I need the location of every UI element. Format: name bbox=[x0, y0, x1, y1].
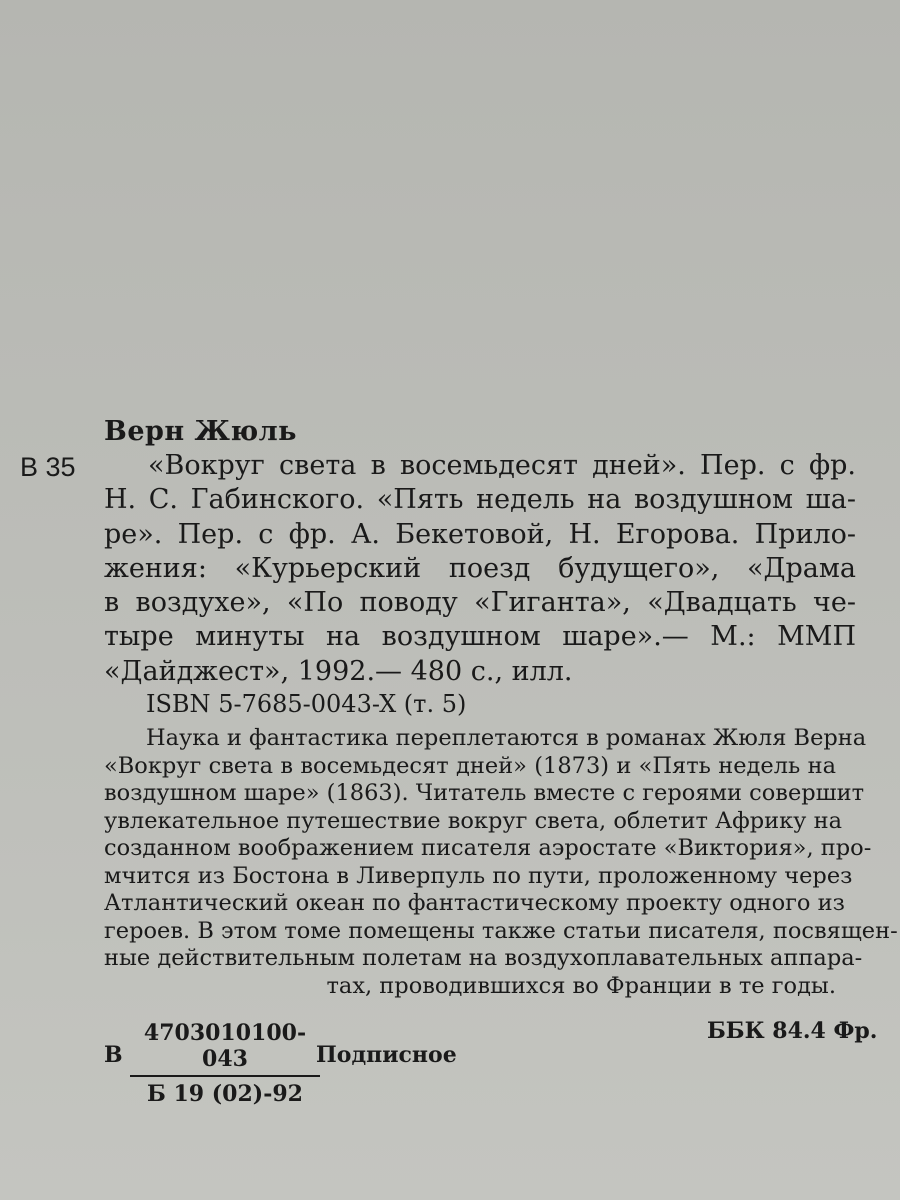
fraction-bar bbox=[130, 1075, 320, 1077]
bibliographic-entry bbox=[104, 449, 856, 689]
annotation-line: мчится из Бостона в Ливерпуль по пути, проложенному через bbox=[104, 862, 853, 889]
annotation-paragraph bbox=[104, 725, 898, 1000]
entry-line: Н. С. Габинского. «Пять недель на воздушном ша- bbox=[104, 484, 856, 516]
formula-fraction bbox=[130, 1020, 320, 1107]
entry-line: «Дайджест», 1992.— 480 с., илл. bbox=[104, 655, 573, 687]
author-name: Верн Жюль bbox=[104, 416, 298, 447]
isbn-line: ISBN 5-7685-0043-X (т. 5) bbox=[146, 690, 467, 718]
annotation-line: «Вокруг света в восемьдесят дней» (1873) и «Пять недель на bbox=[104, 752, 836, 779]
formula-letter: В bbox=[104, 1042, 123, 1068]
entry-line: ре». Пер. с фр. А. Бекетовой, Н. Егорова. Прило- bbox=[104, 518, 856, 550]
author-code: В 35 bbox=[20, 452, 76, 482]
entry-line: в воздухе», «По поводу «Гиганта», «Двадцать че- bbox=[104, 587, 856, 619]
annotation-line: ные действительным полетам на воздухоплавательных аппара- bbox=[104, 945, 863, 971]
entry-line: «Вокруг света в восемьдесят дней». Пер. с фр. bbox=[148, 450, 856, 481]
annotation-line: тах, проводившихся во Франции в те годы. bbox=[326, 972, 836, 999]
formula-denominator: Б 19 (02)-92 bbox=[147, 1081, 303, 1107]
bbk-classification: ББК 84.4 Фр. bbox=[707, 1018, 878, 1044]
annotation-line: Наука и фантастика переплетаются в романах Жюля Верна bbox=[146, 725, 867, 751]
entry-line: тыре минуты на воздушном шаре».— М.: ММП bbox=[104, 621, 856, 653]
annotation-line: увлекательное путешествие вокруг света, облетит Африку на bbox=[104, 807, 842, 834]
annotation-line: воздушном шаре» (1863). Читатель вместе с героями совершит bbox=[104, 780, 865, 806]
formula-numerator: 4703010100-043 bbox=[143, 1020, 307, 1072]
entry-line: жения: «Курьерский поезд будущего», «Драма bbox=[104, 552, 856, 584]
subscription-label: Подписное bbox=[316, 1042, 457, 1068]
annotation-line: созданном воображением писателя аэростате «Виктория», про- bbox=[104, 835, 872, 861]
annotation-line: Атлантический океан по фантастическому проекту одного из bbox=[104, 890, 845, 916]
annotation-line: героев. В этом томе помещены также статьи писателя, посвящен- bbox=[104, 917, 898, 944]
